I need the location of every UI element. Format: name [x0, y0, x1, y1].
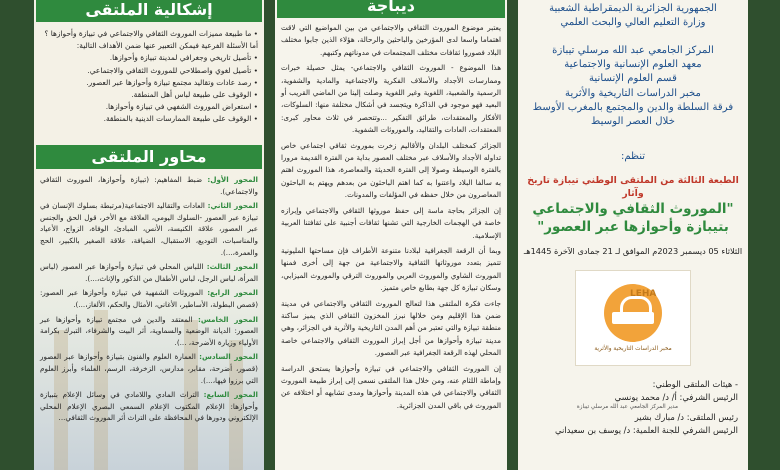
republic-line: الجمهورية الجزائرية الديمقراطية الشعبية — [549, 3, 717, 14]
ministry-lines — [518, 0, 748, 30]
axis-text: العمارة العلوم والفنون بتبيازة وأحوازها عبر العصور (قصور، أضرحة، مقابر، مدارس، الزخرفة، الرسم، العلماء وأبرز العلوم التي برزوا فيها،...). — [40, 352, 258, 385]
problem-para: • تأصيل تاريخي وجغرافي لمدينة تبيازة وأحوازها. — [109, 53, 258, 63]
problem-para: أما الأسئلة الفرعية فيمكن التعبير عنها ضمن الأهداف التالية: — [76, 41, 258, 51]
problem-title: إشكالية الملتقى — [36, 0, 262, 22]
axis-label: المحور الثالث: — [206, 262, 258, 272]
axes-list — [34, 172, 264, 470]
axis-text: ضبط المفاهيم: (تبيازة وأحوازها، الموروث الثقافي والاجتماعي). — [40, 175, 258, 196]
axis-label: المحور الأول: — [207, 175, 259, 184]
institution-line: معهد العلوم الإنسانية والاجتماعية — [564, 59, 702, 71]
right-column — [518, 0, 748, 470]
conference-edition: الطبعة الثالثة من الملتقى الوطني تيبازة تاريخ وآثار — [527, 175, 739, 200]
axis-item — [34, 314, 264, 349]
committee-member: الرئيس الشرفي: أ/ د/ محمد يونسي — [614, 391, 738, 402]
institution-line: فرقة السلطة والدين والمجتمع بالمغرب الأوسط — [532, 101, 734, 113]
organize-label: تنظم: — [620, 151, 646, 163]
axis-item — [34, 261, 264, 284]
lab-logo — [575, 270, 691, 366]
preamble-para: يعتبر موضوع الموروث الثقافي والاجتماعي من بين المواضيع التي لاقت اهتماما واسعا لدى المؤرخين والباحثين والرحالة، هؤلاء الذين جابوا مختلف البلاد فصوروا ثقافات مختلف المجتمعات في مدوناتهم وكتبهم. — [281, 23, 501, 57]
preamble-para: الجزائر كمختلف البلدان والأقاليم زخرت بموروث ثقافي اجتماعي خاص تداوله الأجداد والأسلاف عبر مختلف العصور بداية من الفترة القديمة مرورا بالفترة الوسيطة وصولا إلى الفترة الحديثة والمعاصرة، هذا الموروث اهتم به سالفا البلاد واعتنوا به كما اهتم الباحثون من بعدهم ويهتم به الباحثون المعاصرون من خلال حفظه في المؤلفات والمدونات. — [281, 140, 501, 200]
middle-column — [275, 0, 507, 470]
preamble-title: ديباجة — [277, 0, 505, 18]
axis-text: التراث المادي واللامادي في وسائل الإعلام بتبيازة وأحوازها: الإعلام المكتوب الإعلام السمعي البصري الإعلام المحلي الإلكتروني ودورها في المحافظة على التراث أثر الموروث الثقافي... — [40, 390, 258, 423]
ministry-line: وزارة التعليم العالي والبحث العلمي — [560, 17, 706, 28]
preamble-para: جاءت فكرة الملتقى هذا لتعالج الموروث الثقافي والاجتماعي في مدينة ضمن هذا الإقليم ومن خلالها نبرز المخزون الثقافي الذي يميز ساكنة منطقة تبيازة والتي تعتبر من أهم المدن التاريخية والأثرية في الجزائر، وهي مدينة تبيازة وأحوازها من أجل إبراز الموروث الثقافي والاجتماعي خاصة المحلي لهذه الرقعة الجغرافية عبر العصور. — [281, 298, 501, 358]
logo-caption: مخبر الدراسات التاريخية والأثرية — [594, 346, 672, 353]
problem-para: • الوقوف على طبيعة لباس أهل المنطقة. — [131, 90, 258, 100]
conference-date: الثلاثاء 05 ديسمبر 2023م الموافق لـ 21 جمادى الآخرة 1445هـ — [523, 246, 743, 257]
axis-item — [34, 174, 264, 197]
problem-para: • رصد عادات وتقاليد مجتمع تبيازة وأحوازها عبر العصور. — [86, 77, 258, 87]
axis-text: العادات والتقاليد الاجتماعية(مرتبطة بسلوك الإنسان في تبيازة عبر العصور -السلوك اليومي، العلاقة مع الأخر، قول الحق والجنس عبر العصور، علاقة الكنيسة، الأنس، المبادئ، الوفاة، الزواج، الأعياد والمناسبات، التوديع، الاستقبال، الضيافة، علاقة الصغير بالكبير، الحج والعمرة،...). — [40, 201, 258, 257]
axis-text: المعتقد والدين في مجتمع تبيازة وأحوازها عبر العصور: الديانة الوضعية والسماوية، أثر البيت والشرفاء، التبرك بكرامة الأولياء وزيارة الأضرحة، ...). — [40, 314, 258, 347]
conference-name: "الموروث الثقافي والاجتماعي بتيبازة وأحوازها عبر العصور" — [532, 201, 734, 236]
axis-item — [34, 200, 264, 258]
committee-member-note: مدير المركز الجامعي عبد الله مرسلي تيبازة — [576, 404, 678, 411]
institution-line: مخبر الدراسات التاريخية والأثرية — [565, 87, 701, 99]
institution-lines — [518, 44, 748, 129]
axis-label: المحور الخامس: — [197, 314, 258, 324]
axis-label: المحور الثاني: — [207, 201, 258, 211]
axes-header — [34, 145, 264, 169]
preamble-para: وبما أن الرقعة الجغرافية لبلادنا متنوعة الأطراف فإن مساحتها المليونية تتميز بتعدد موروثاتها الثقافية والاجتماعية من جهة إلى أخرى فمنها الموروث الشاوي والموروث العربي والموروث الترقي والموروث الميزابي، وسكان تبيازة كل جهة بطابع خاص متميز. — [281, 245, 501, 293]
committee-header: - هيئات الملتقى الوطني: — [652, 379, 738, 390]
problem-para: • الوقوف على طبيعة الممارسات الدينية بالمنطقة. — [103, 114, 258, 124]
axis-text: اللباس المحلي في تبيازة وأحوازها عبر العصور (لباس المرأة، لباس الرجل، لباس الأطفال من الذكور والإناث،...). — [40, 262, 258, 283]
institution-line: المركز الجامعي عبد الله مرسلي تيبازة — [552, 45, 714, 56]
problem-para: • استعراض الموروث الشفهي في تبيازة وأحوازها. — [105, 102, 258, 112]
axis-label: المحور الرابع: — [207, 288, 258, 298]
preamble-para: هذا الموضوع - الموروث الثقافي والاجتماعي- يمثل حصيلة خبرات وممارسات الأجداد والأسلاف الفكرية والاجتماعية والمادية والشفوية، الرسمية والشعبية، اللغوية وغير اللغوية وصلت إلينا من الماضي القريب أو البعيد فهو موجود في الذاكرة ويتجسد في أشكال مختلفة منها: السلوكات، الأفكار والمعتقدات، طرائق التفكير ...وتتحصر في ثلاث محاور كبرى: المعتقدات، العادات والتقاليد، والموروثات الشفوية. — [281, 63, 501, 135]
problem-section — [34, 0, 264, 124]
institution-line: خلال العصر الوسيط — [590, 116, 676, 128]
committee-member: رئيس الملتقى: د/ مبارك بشير — [634, 412, 738, 423]
problem-para: • تأصيل لغوي واصطلاحي للموروث الثقافي والاجتماعي. — [87, 65, 258, 75]
logo-acronym: LEHA — [630, 289, 657, 300]
problem-para: • ما طبيعة مميزات الموروث الثقافي والاجتماعي في تبيازة وأحوازها ؟ — [44, 29, 258, 38]
axis-text: الموروثات الشفهية في تبيازة وأحوازها عبر العصور: (قصص البطولة، الأساطير، الأغاني، الأمثال والحكم، الألغاز،...). — [40, 288, 258, 309]
axis-item — [34, 351, 264, 386]
preamble-para: إن الجزائر بحاجة ماسة إلى حفظ موروثها الثقافي والاجتماعي وإبرازه خاصة في الهجمات الخارجية التي تشنها ثقافات أجنبية على ثقافتنا العربية الإسلامية. — [281, 205, 501, 240]
axis-item — [34, 287, 264, 310]
axis-label: المحور السادس: — [199, 352, 258, 362]
preamble-para: إن الموروث الثقافي والاجتماعي في تبيازة وأحوازها يستحق الدراسة وإماطة اللثام عنه، ومن خلال هذا الملتقى نسعى إلى إبراز طبيعة الموروث الثقافي والاجتماعي في هذه المدينة وأحوازها ومدى تشابهه أو اختلافه عن الموروث في باقي المدن الجزائرية. — [281, 363, 501, 410]
conference-title — [518, 174, 748, 236]
axis-label: المحور السابع: — [203, 390, 259, 400]
institution-line: قسم العلوم الإنسانية — [588, 73, 678, 85]
committee-member: الرئيس الشرفي للجنة العلمية: د/ يوسف بن سعيداني — [555, 424, 738, 435]
committee-list — [518, 378, 748, 436]
left-column — [34, 0, 264, 470]
axes-title: محاور الملتقى — [36, 145, 262, 169]
axis-item — [34, 389, 264, 424]
